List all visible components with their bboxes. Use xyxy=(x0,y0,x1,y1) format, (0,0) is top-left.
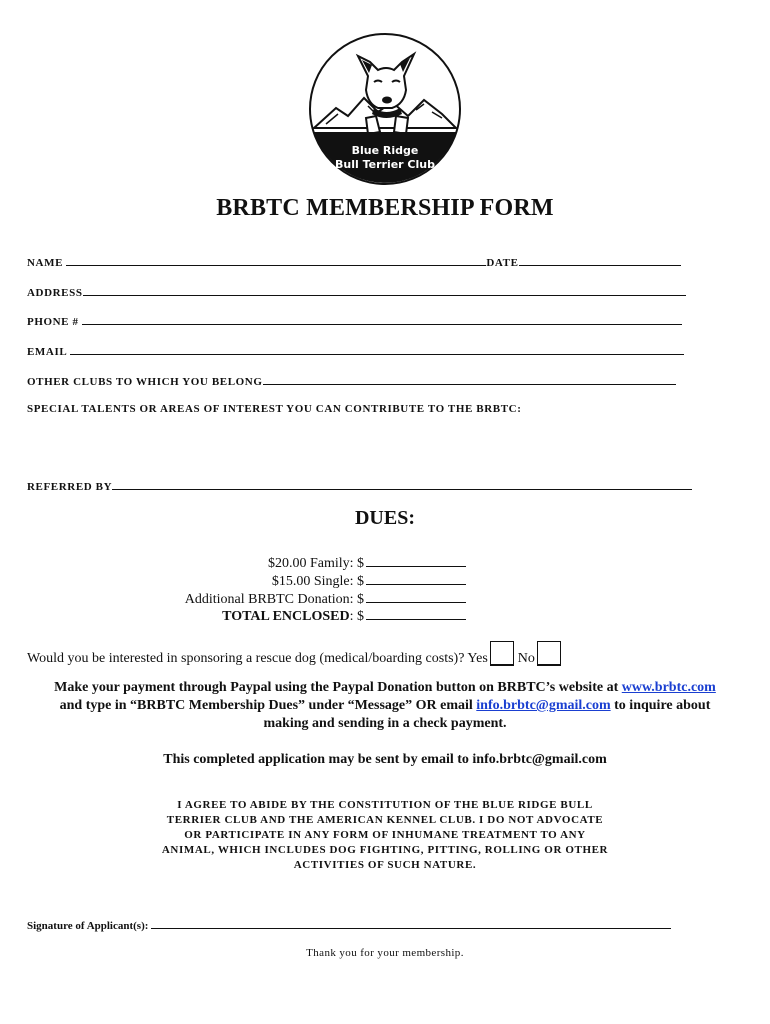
dues-single-label: $15.00 Single: $ xyxy=(271,574,364,589)
rescue-question: Would you be interested in sponsoring a rescue dog (medical/boarding costs)? xyxy=(27,651,465,666)
signature-field[interactable] xyxy=(27,918,671,932)
agreement-line5: ACTIVITIES OF SUCH NATURE. xyxy=(293,859,477,871)
dues-heading: DUES: xyxy=(354,507,415,529)
email-label: EMAIL xyxy=(27,346,67,358)
payment-line1 xyxy=(0,679,770,697)
other-clubs-line[interactable] xyxy=(263,374,676,385)
address-field[interactable] xyxy=(27,285,686,299)
other-clubs-field[interactable] xyxy=(27,374,676,388)
name-field[interactable] xyxy=(27,255,681,269)
payment-line1-text: Make your payment through Paypal using the Paypal Donation button on BRBTC’s website at xyxy=(54,680,619,695)
logo-line1: Blue Ridge xyxy=(351,144,419,157)
date-label: DATE xyxy=(486,257,519,269)
dues-total-suffix: : $ xyxy=(349,609,364,624)
name-line[interactable] xyxy=(66,255,486,266)
rescue-yes-label: Yes xyxy=(467,651,488,666)
phone-line[interactable] xyxy=(82,314,682,325)
payment-line2-post: to inquire about xyxy=(614,698,711,713)
agreement-line2: TERRIER CLUB AND THE AMERICAN KENNEL CLUB. I DO NOT ADVOCATE xyxy=(166,814,604,826)
referred-by-label: REFERRED BY xyxy=(27,481,113,493)
logo-line2: Bull Terrier Club xyxy=(335,158,435,171)
phone-label: PHONE # xyxy=(27,316,79,328)
dues-total-label: TOTAL ENCLOSED xyxy=(222,609,350,624)
agreement-line3: OR PARTICIPATE IN ANY FORM OF INHUMANE TREATMENT TO ANY xyxy=(184,829,586,841)
email-field[interactable] xyxy=(27,344,684,358)
payment-line3: making and sending in a check payment. xyxy=(263,716,507,731)
other-clubs-label: OTHER CLUBS TO WHICH YOU BELONG xyxy=(27,376,263,388)
signature-line[interactable] xyxy=(151,918,671,929)
phone-field[interactable] xyxy=(27,314,682,328)
agreement-line4: ANIMAL, WHICH INCLUDES DOG FIGHTING, PITTING, ROLLING OR OTHER xyxy=(161,844,609,856)
dues-total-label-wrap xyxy=(70,609,364,625)
rescue-no-label: No xyxy=(517,651,535,666)
agreement-line1: I AGREE TO ABIDE BY THE CONSTITUTION OF THE BLUE RIDGE BULL xyxy=(177,799,593,811)
name-label: NAME xyxy=(27,257,64,269)
dues-single-line[interactable] xyxy=(366,572,466,585)
agreement-text xyxy=(130,798,640,873)
dues-donation-line[interactable] xyxy=(366,590,466,603)
club-logo xyxy=(308,32,462,186)
rescue-yes-checkbox[interactable] xyxy=(490,641,514,666)
signature-label: Signature of Applicant(s): xyxy=(27,920,149,932)
dues-total-line[interactable] xyxy=(366,607,466,620)
sent-by-email-note: This completed application may be sent by email to info.brbtc@gmail.com xyxy=(163,752,607,767)
referred-by-field[interactable] xyxy=(27,479,692,493)
payment-instructions xyxy=(0,679,770,733)
dues-donation-label: Additional BRBTC Donation: $ xyxy=(184,592,364,607)
payment-line2-text: and type in “BRBTC Membership Dues” under “Message” OR email xyxy=(59,698,473,713)
dues-single-row[interactable] xyxy=(70,572,466,590)
dues-donation-row[interactable] xyxy=(70,590,466,608)
payment-line2 xyxy=(0,697,770,715)
website-link[interactable]: www.brbtc.com xyxy=(621,680,716,695)
page-title: BRBTC MEMBERSHIP FORM xyxy=(216,195,554,221)
dues-family-line[interactable] xyxy=(366,554,466,567)
email-link[interactable]: info.brbtc@gmail.com xyxy=(476,698,611,713)
thank-you-note: Thank you for your membership. xyxy=(306,947,464,959)
special-talents-label: SPECIAL TALENTS OR AREAS OF INTEREST YOU CAN CONTRIBUTE TO THE BRBTC: xyxy=(27,403,522,415)
dues-family-row[interactable] xyxy=(70,554,466,572)
address-label: ADDRESS xyxy=(27,287,83,299)
address-line[interactable] xyxy=(83,285,686,296)
rescue-question-row xyxy=(27,641,565,667)
referred-by-line[interactable] xyxy=(112,479,692,490)
dues-family-label: $20.00 Family: $ xyxy=(267,556,364,571)
email-line[interactable] xyxy=(70,344,684,355)
dues-total-row[interactable] xyxy=(70,607,466,625)
date-line[interactable] xyxy=(519,255,681,266)
rescue-no-checkbox[interactable] xyxy=(537,641,561,666)
